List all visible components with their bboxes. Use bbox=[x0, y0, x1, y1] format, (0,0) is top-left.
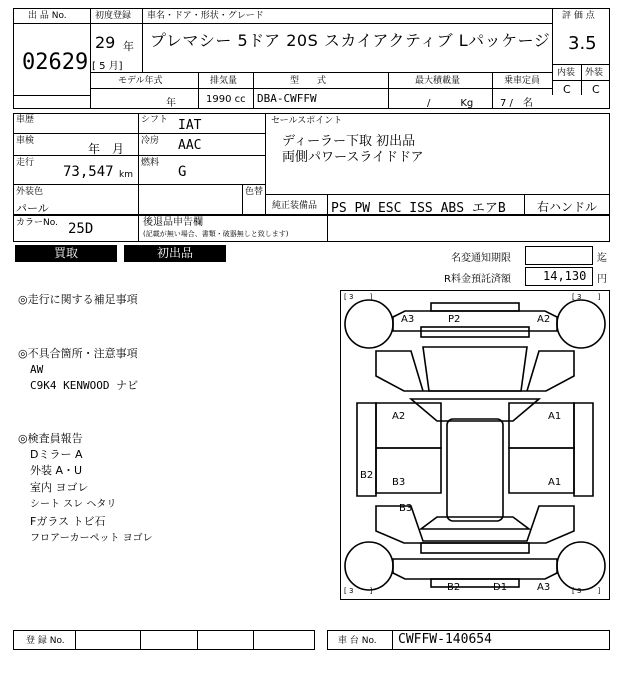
damage-mark: A3 bbox=[537, 582, 551, 593]
model-year-unit: 年 bbox=[166, 98, 176, 109]
interior-label: 内装 bbox=[557, 68, 576, 78]
shift-label: シフト bbox=[141, 115, 169, 125]
corner-label-br: [ 3 ] bbox=[572, 587, 601, 595]
displacement: 1990 cc bbox=[206, 94, 246, 105]
exterior-grade: C bbox=[592, 83, 600, 96]
capacity: 7 / 名 bbox=[500, 98, 533, 109]
sales-point-label: セールスポイント bbox=[271, 116, 343, 126]
damage-mark: D1 bbox=[493, 582, 508, 593]
wheel-front-left bbox=[345, 300, 393, 348]
corner-label-tr: [ 3 ] bbox=[572, 293, 601, 301]
right-side-skirt bbox=[574, 403, 593, 496]
recycle-label: R料金預託済額 bbox=[444, 274, 511, 285]
inspector-item: フロアーカーペット ヨゴレ bbox=[30, 533, 153, 544]
damage-mark: A1 bbox=[548, 411, 562, 422]
front-grille bbox=[421, 327, 529, 337]
color-no-label: カラーNo. bbox=[16, 218, 58, 228]
inspection-label: 車検 bbox=[16, 136, 35, 146]
color-no-row bbox=[13, 215, 610, 242]
inspector-item: 外装 A・U bbox=[30, 464, 83, 477]
damage-mark: A3 bbox=[401, 314, 415, 325]
interior-grade: C bbox=[563, 83, 571, 96]
divider bbox=[75, 630, 76, 650]
car-diagram bbox=[340, 290, 610, 600]
inspection-value: 年 月 bbox=[88, 142, 125, 156]
defect-item: AW bbox=[30, 363, 44, 376]
color-value: パール bbox=[16, 202, 49, 215]
sales-point-line2: 両側パワースライドドア bbox=[282, 150, 424, 165]
ac-value: AAC bbox=[178, 138, 202, 153]
shift-value: IAT bbox=[178, 118, 202, 133]
divider bbox=[138, 113, 139, 215]
left-front-door-outline bbox=[376, 403, 441, 448]
reg-month: [ 5 月] bbox=[92, 61, 123, 72]
inspector-title: ◎検査員報告 bbox=[18, 432, 83, 445]
chassis-number: CWFFW-140654 bbox=[398, 632, 492, 647]
wheel-front-right bbox=[557, 300, 605, 348]
damage-mark: B3 bbox=[392, 477, 406, 488]
inspector-item: Fガラス トビ石 bbox=[30, 515, 106, 528]
fuel-value: G bbox=[178, 164, 187, 180]
mileage-unit: km bbox=[119, 170, 133, 180]
divider bbox=[13, 155, 265, 156]
aftermarket-note: (記載が無い場合、書類・破器無しと致します) bbox=[143, 230, 289, 238]
divider bbox=[327, 194, 328, 215]
car-name: プレマシー 5ドア 20S スカイアクティブ Lパッケージ bbox=[150, 31, 551, 50]
reg-year: 29 bbox=[95, 33, 116, 52]
right-front-door-outline bbox=[509, 403, 574, 448]
name-change-box bbox=[525, 246, 593, 265]
recycle-unit: 円 bbox=[597, 274, 607, 285]
left-side-skirt bbox=[357, 403, 376, 496]
sales-point-line1: ディーラー下取 初出品 bbox=[282, 134, 416, 149]
name-change-unit: 迄 bbox=[597, 253, 607, 264]
inspector-item: Dミラー A bbox=[30, 448, 83, 461]
divider bbox=[265, 194, 610, 195]
corner-label-tl: [ 3 ] bbox=[344, 293, 373, 301]
score-label: 評 価 点 bbox=[562, 11, 595, 21]
defect-item: C9K4 KENWOOD ナビ bbox=[30, 379, 139, 392]
score-value: 3.5 bbox=[568, 33, 597, 54]
first-reg-label: 初度登録 bbox=[95, 11, 132, 21]
displacement-label: 排気量 bbox=[210, 76, 238, 86]
inspector-item: シート スレ ヘタリ bbox=[30, 499, 117, 510]
divider bbox=[90, 88, 552, 89]
damage-mark: B3 bbox=[399, 503, 413, 514]
mileage-label: 走行 bbox=[16, 158, 35, 168]
wheel-rear-right bbox=[557, 542, 605, 590]
rear-bumper bbox=[393, 559, 557, 579]
ac-label: 冷房 bbox=[141, 136, 160, 146]
color-no-value: 25D bbox=[68, 221, 94, 237]
front-fenders bbox=[376, 351, 574, 391]
divider bbox=[197, 630, 198, 650]
equipment-items: PS PW ESC ISS ABS エアB bbox=[331, 201, 506, 216]
divider bbox=[13, 95, 90, 96]
divider bbox=[13, 133, 265, 134]
right-rear-door-outline bbox=[509, 448, 574, 493]
year-unit: 年 bbox=[123, 40, 134, 53]
chassis-label: 車 台 No. bbox=[338, 636, 377, 646]
divider bbox=[253, 72, 254, 109]
inspector-item: 室内 ヨゴレ bbox=[30, 481, 89, 494]
divider bbox=[138, 215, 139, 242]
divider bbox=[492, 72, 493, 109]
divider bbox=[90, 72, 552, 73]
divider bbox=[253, 630, 254, 650]
divider bbox=[327, 215, 328, 242]
recycle-value: 14,130 bbox=[543, 269, 587, 283]
divider bbox=[552, 8, 553, 95]
mileage-value: 73,547 bbox=[63, 164, 114, 180]
car-name-label: 車名・ドア・形状・グレード bbox=[147, 11, 264, 21]
damage-mark: A2 bbox=[537, 314, 551, 325]
model-type: DBA-CWFFW bbox=[257, 92, 317, 105]
reg-no-label: 登 録 No. bbox=[26, 636, 65, 646]
front-plate bbox=[431, 303, 519, 311]
exterior-label: 外装 bbox=[585, 68, 604, 78]
capacity-label: 乗車定員 bbox=[504, 76, 541, 86]
supplement-title: ◎走行に関する補足事項 bbox=[18, 293, 138, 306]
divider bbox=[581, 64, 582, 95]
color-label: 外装色 bbox=[16, 187, 44, 197]
fuel-label: 燃料 bbox=[141, 158, 160, 168]
aftermarket-label: 後退品申告欄 bbox=[143, 217, 203, 228]
history-label: 車歴 bbox=[16, 115, 35, 125]
rear-gate bbox=[421, 543, 529, 553]
model-year-label: モデル年式 bbox=[118, 76, 163, 86]
divider bbox=[13, 23, 90, 24]
divider bbox=[140, 630, 141, 650]
wheel-rear-left bbox=[345, 542, 393, 590]
divider bbox=[90, 23, 552, 24]
rear-window bbox=[421, 517, 529, 529]
divider bbox=[142, 8, 143, 72]
damage-mark: B2 bbox=[360, 470, 374, 481]
tag-first-listing: 初出品 bbox=[124, 245, 226, 262]
divider bbox=[265, 113, 266, 215]
max-load: / Kg bbox=[427, 98, 474, 109]
lot-number: 02629 bbox=[22, 50, 89, 75]
color-change-label: 色替 bbox=[245, 187, 264, 197]
divider bbox=[242, 184, 243, 215]
divider bbox=[198, 72, 199, 109]
roof bbox=[447, 419, 503, 521]
name-change-label: 名変通知期限 bbox=[451, 253, 511, 264]
defects-title: ◎不具合箇所・注意事項 bbox=[18, 347, 138, 360]
damage-mark: A1 bbox=[548, 477, 562, 488]
max-load-label: 最大積載量 bbox=[415, 76, 461, 86]
divider bbox=[392, 630, 393, 650]
damage-mark: P2 bbox=[448, 314, 461, 325]
divider bbox=[13, 184, 265, 185]
lot-label: 出 品 No. bbox=[28, 11, 67, 21]
equipment-label: 純正装備品 bbox=[272, 201, 318, 211]
corner-label-bl: [ 3 ] bbox=[344, 587, 373, 595]
hood bbox=[423, 347, 527, 391]
left-rear-door-outline bbox=[376, 448, 441, 493]
damage-mark: A2 bbox=[392, 411, 406, 422]
tag-purchase: 買取 bbox=[15, 245, 117, 262]
damage-mark: B2 bbox=[447, 582, 461, 593]
divider bbox=[388, 72, 389, 109]
steering-value: 右ハンドル bbox=[537, 200, 598, 214]
divider bbox=[524, 194, 525, 215]
type-label: 型 式 bbox=[290, 76, 327, 86]
front-bumper bbox=[393, 311, 557, 331]
car-diagram-svg bbox=[341, 291, 609, 599]
